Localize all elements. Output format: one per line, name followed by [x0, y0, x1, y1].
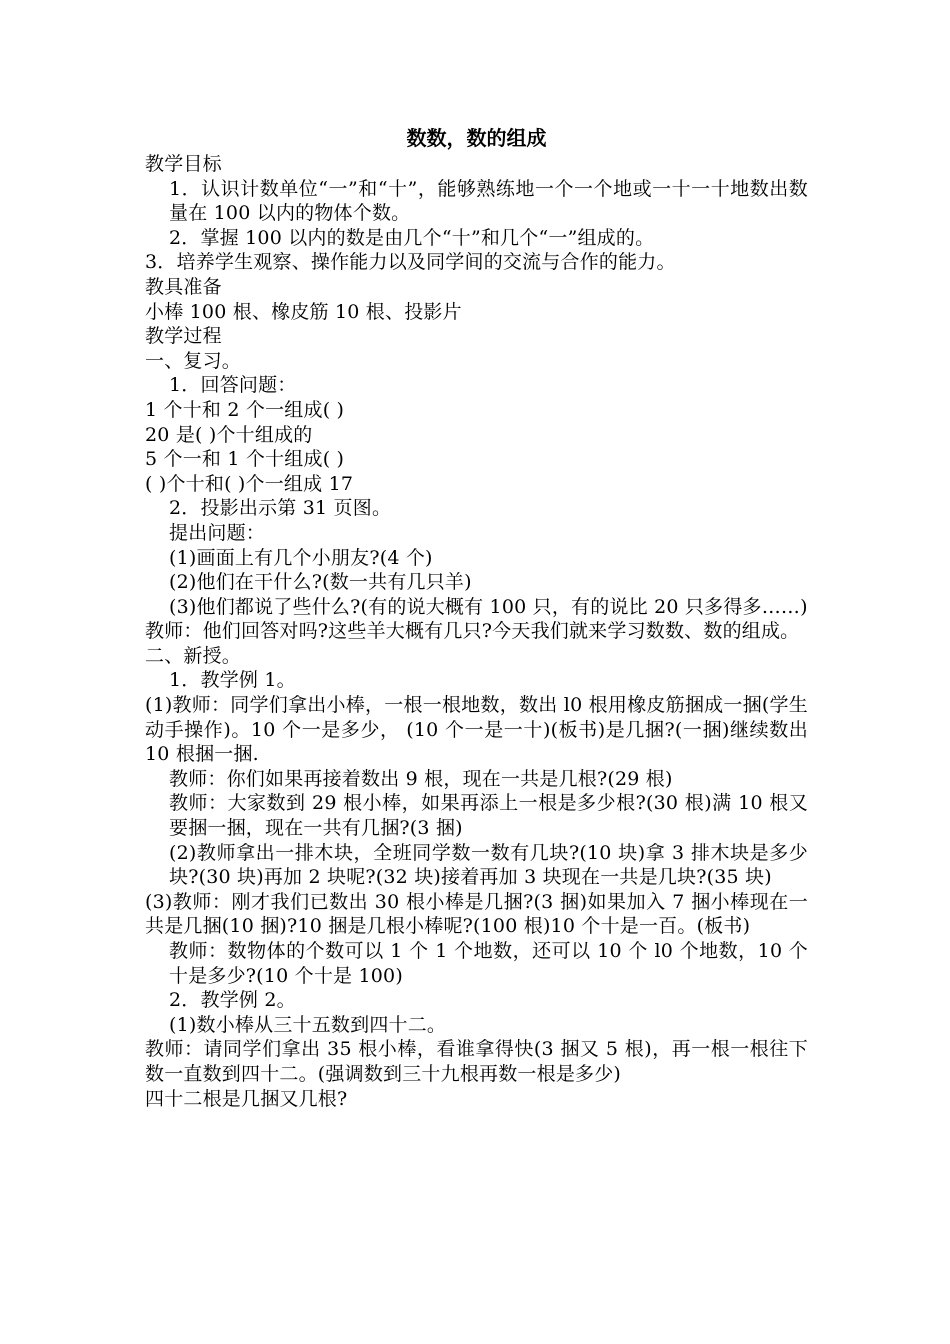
paragraph: 5 个一和 1 个十组成( ): [145, 448, 345, 471]
paragraph: (2)他们在干什么?(数一共有几只羊): [169, 571, 472, 594]
paragraph: 教师：数物体的个数可以 1 个 1 个地数，还可以 10 个 l0 个地数，10 个十是多少?(10 个十是 100): [169, 940, 808, 987]
paragraph: 教学过程: [145, 325, 222, 348]
paragraph: (2)教师拿出一排木块，全班同学数一数有几块?(10 块)拿 3 排木块是多少块?(30 块)再加 2 块呢?(32 块)接着再加 3 块现在一共是几块?(35 块): [169, 841, 808, 889]
document-title: 数数，数的组成: [406, 126, 547, 150]
document-body: [145, 152, 808, 1111]
paragraph: 小棒 100 根、橡皮筋 10 根、投影片: [145, 300, 462, 323]
paragraph: 1．教学例 1。: [169, 669, 296, 692]
paragraph: 3．培养学生观察、操作能力以及同学间的交流与合作的能力。: [145, 251, 676, 274]
paragraph: 教师：大家数到 29 根小棒，如果再添上一根是多少根?(30 根)满 10 根又要捆一捆，现在一共有几捆?(3 捆): [169, 792, 808, 840]
paragraph: 二、新授。: [145, 644, 242, 667]
paragraph: (3)他们都说了些什么?(有的说大概有 100 只，有的说比 20 只多得多……): [169, 595, 808, 618]
paragraph: 教学目标: [145, 153, 222, 175]
paragraph: 教师：他们回答对吗?这些羊大概有几只?今天我们就来学习数数、数的组成。: [145, 620, 800, 643]
paragraph: 20 是( )个十组成的: [145, 423, 313, 446]
paragraph: 提出问题：: [169, 521, 266, 544]
paragraph: 1．回答问题：: [169, 374, 297, 397]
paragraph: 2．教学例 2。: [169, 989, 296, 1012]
paragraph: 四十二根是几捆又几根?: [145, 1087, 348, 1110]
paragraph: (1)画面上有几个小朋友?(4 个): [169, 546, 433, 569]
paragraph: 教师：你们如果再接着数出 9 根，现在一共是几根?(29 根): [169, 767, 673, 790]
paragraph: 教具准备: [145, 275, 222, 298]
paragraph: (3)教师：刚才我们已数出 30 根小棒是几捆?(3 捆)如果加入 7 捆小棒现在一共是几捆(10 捆)?10 捆是几根小棒呢?(100 根)10 个十是一百。(板书): [145, 890, 808, 938]
paragraph: 教师：请同学们拿出 35 根小棒，看谁拿得快(3 捆又 5 根)，再一根一根往下数一直数到四十二。(强调数到三十九根再数一根是多少): [145, 1038, 808, 1085]
document-page: [145, 124, 808, 1111]
paragraph: 2．投影出示第 31 页图。: [169, 497, 392, 520]
paragraph: 1 个十和 2 个一组成( ): [145, 398, 345, 421]
paragraph: (1)教师：同学们拿出小棒，一根一根地数，数出 l0 根用橡皮筋捆成一捆(学生动手操作)。10 个一是多少， (10 个一是一十)(板书)是几捆?(一捆)继续数出 10 根捆一捆.: [145, 694, 808, 766]
paragraph: 1．认识计数单位“一”和“十”，能够熟练地一个一个地或一十一十地数出数量在 100 以内的物体个数。: [169, 177, 808, 225]
paragraph: 2．掌握 100 以内的数是由几个“十”和几个“一”组成的。: [169, 226, 655, 249]
paragraph: (1)数小棒从三十五数到四十二。: [169, 1013, 447, 1036]
paragraph: 一、复习。: [145, 349, 242, 372]
paragraph: ( )个十和( )个一组成 17: [145, 472, 354, 495]
